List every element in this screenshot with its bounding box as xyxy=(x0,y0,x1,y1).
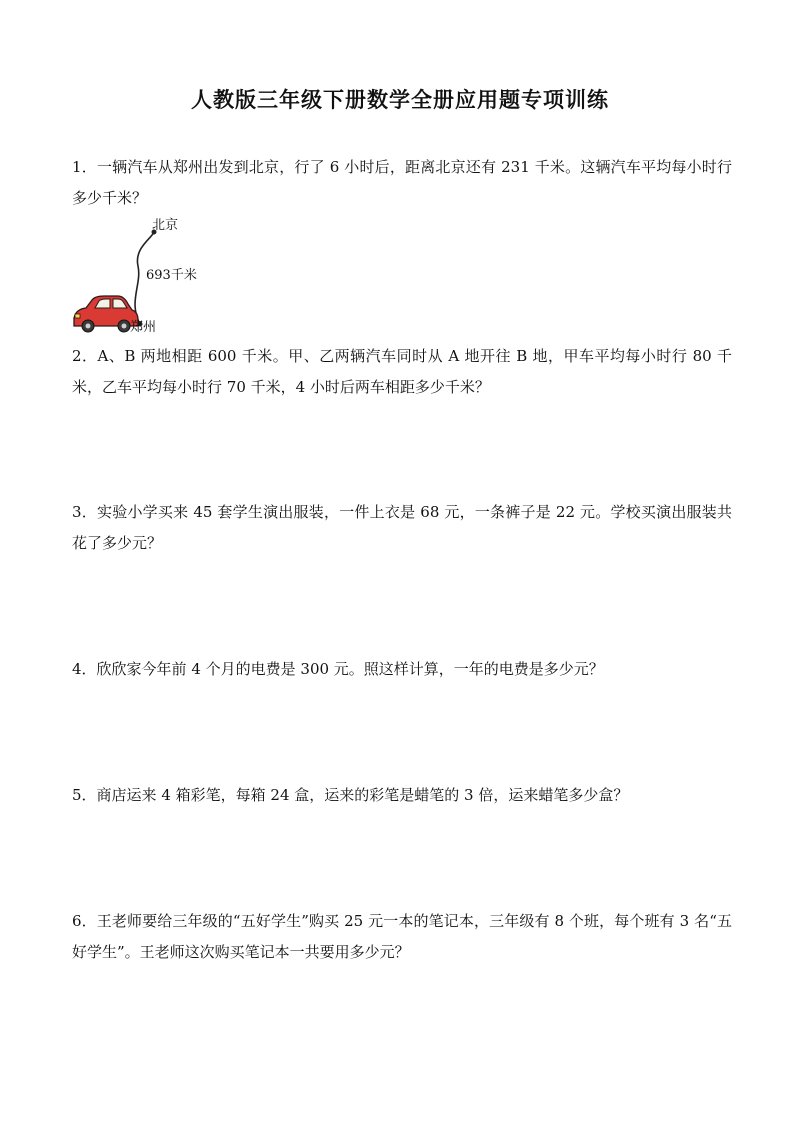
distance-label: 693千米 xyxy=(146,268,197,283)
question-6 xyxy=(72,906,732,968)
page-title: 人教版三年级下册数学全册应用题专项训练 xyxy=(191,87,609,112)
question-text: 商店运来 4 箱彩笔，每箱 24 盒，运来的彩笔是蜡笔的 3 倍，运来蜡笔多少盒？ xyxy=(96,786,629,804)
question-number: 4． xyxy=(72,660,97,678)
question-text: A、B 两地相距 600 千米。甲、乙两辆汽车同时从 A 地开往 B 地，甲车平均每小时行 80 千米，乙车平均每小时行 70 千米，4 小时后两车相距多少千米？ xyxy=(72,347,732,396)
question-1 xyxy=(72,152,732,214)
question-text: 一辆汽车从郑州出发到北京，行了 6 小时后，距离北京还有 231 千米。这辆汽车平均每小时行多少千米？ xyxy=(72,158,732,207)
question-number: 2． xyxy=(72,347,98,365)
question-4 xyxy=(72,654,732,685)
question-number: 1． xyxy=(72,158,97,176)
zhengzhou-label: 郑州 xyxy=(130,320,157,335)
question-text: 欣欣家今年前 4 个月的电费是 300 元。照这样计算，一年的电费是多少元？ xyxy=(96,660,604,678)
question-3 xyxy=(72,497,732,559)
question-text: 王老师要给三年级的“五好学生”购买 25 元一本的笔记本，三年级有 8 个班，每个班有 3 名“五好学生”。王老师这次购买笔记本一共要用多少元？ xyxy=(72,912,732,961)
car-icon xyxy=(74,296,138,332)
route-diagram xyxy=(68,210,228,340)
question-5 xyxy=(72,780,732,811)
question-number: 3． xyxy=(72,503,97,521)
question-2 xyxy=(72,341,732,403)
question-number: 5． xyxy=(72,786,97,804)
beijing-label: 北京 xyxy=(152,218,179,233)
question-number: 6． xyxy=(72,912,97,930)
question-text: 实验小学买来 45 套学生演出服装，一件上衣是 68 元，一条裤子是 22 元。学校买演出服装共花了多少元？ xyxy=(72,503,733,552)
